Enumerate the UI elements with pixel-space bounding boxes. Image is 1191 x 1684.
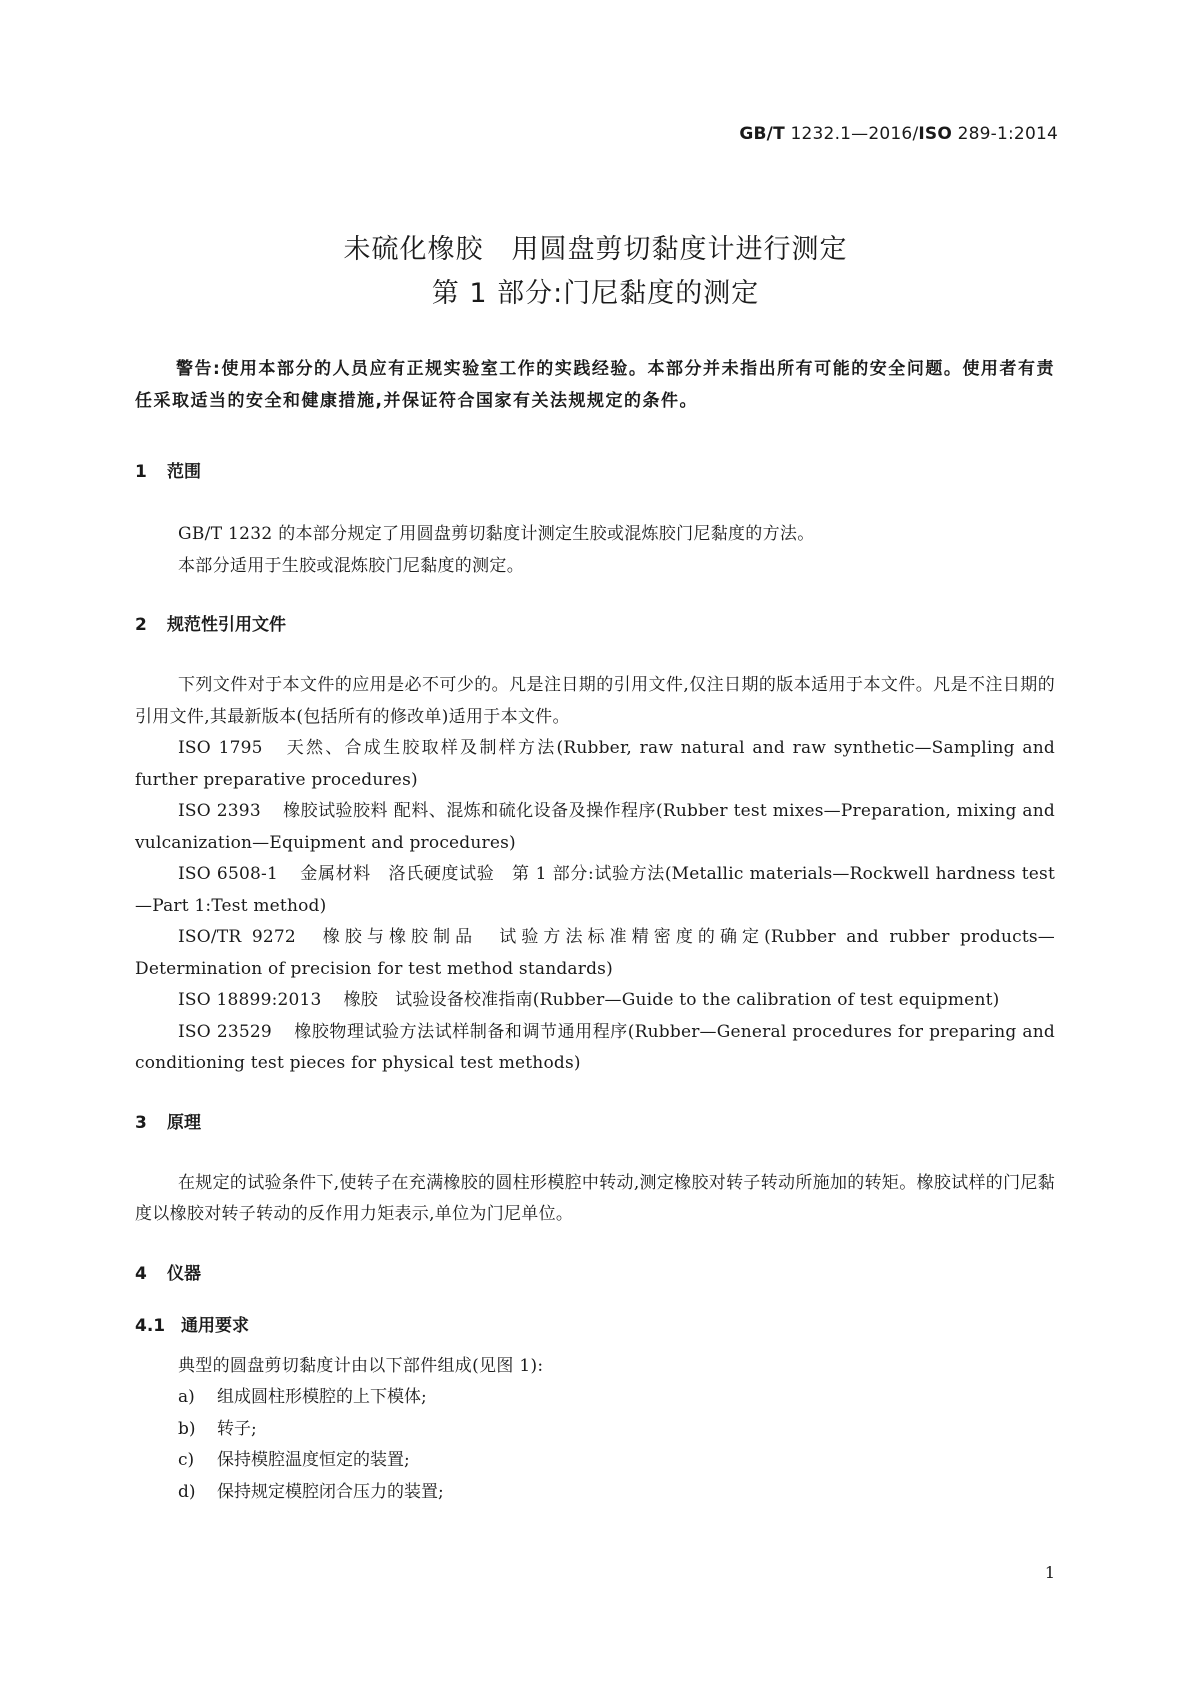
title-line-1: 未硫化橡胶 用圆盘剪切黏度计进行测定	[343, 234, 848, 265]
list-item	[135, 1382, 1055, 1414]
section-1-heading	[135, 459, 1055, 485]
reference-code: ISO 6508-1	[178, 864, 278, 884]
subsection-number: 4.1	[135, 1315, 166, 1336]
reference-item	[135, 859, 1055, 922]
list-marker: d)	[178, 1481, 196, 1502]
code-gb: GB/T	[739, 124, 785, 144]
subsection-4-1-heading	[135, 1313, 1055, 1339]
reference-code: ISO 1795	[178, 738, 263, 758]
section-title: 范围	[167, 462, 201, 482]
section-title: 原理	[167, 1112, 201, 1133]
reference-item	[135, 1017, 1055, 1080]
section-number: 4	[135, 1263, 147, 1284]
reference-text: 橡胶与橡胶制品 试验方法标准精密度的确定(Rubber and rubber products—Determination of precision for test method standards)	[135, 927, 1055, 979]
reference-text: 橡胶试验胶料 配料、混炼和硫化设备及操作程序(Rubber test mixes—Preparation, mixing and vulcanization—Equipment and procedures)	[135, 801, 1055, 853]
reference-item	[135, 922, 1055, 985]
list-text: 保持规定模腔闭合压力的装置;	[217, 1481, 444, 1502]
reference-code: ISO/TR 9272	[178, 927, 296, 947]
title-line-2: 第 1 部分:门尼黏度的测定	[431, 278, 760, 309]
reference-text: 天然、合成生胶取样及制样方法(Rubber, raw natural and raw synthetic—Sampling and further preparative procedures)	[135, 738, 1055, 790]
list-marker: b)	[178, 1418, 196, 1439]
document-title	[0, 228, 1191, 316]
section-number: 2	[135, 615, 147, 635]
reference-item	[135, 985, 1055, 1017]
warning-paragraph: 警告:使用本部分的人员应有正规实验室工作的实践经验。本部分并未指出所有可能的安全问题。使用者有责任采取适当的安全和健康措施,并保证符合国家有关法规规定的条件。	[135, 359, 1055, 411]
reference-text: 橡胶 试验设备校准指南(Rubber—Guide to the calibration of test equipment)	[343, 990, 1000, 1010]
code-gb-num: 1232.1—2016/	[790, 124, 919, 144]
paragraph: 典型的圆盘剪切黏度计由以下部件组成(见图 1):	[178, 1355, 544, 1376]
reference-text: 橡胶物理试验方法试样制备和调节通用程序(Rubber—General procedures for preparing and conditioning test pieces for physical test methods)	[135, 1021, 1055, 1073]
page-number: 1	[1044, 1563, 1055, 1582]
list-item	[135, 1414, 1055, 1446]
list-text: 转子;	[217, 1418, 257, 1439]
code-iso-num: 289-1:2014	[957, 124, 1058, 144]
reference-code: ISO 23529	[178, 1021, 272, 1042]
reference-code: ISO 18899:2013	[178, 990, 322, 1010]
document-body	[135, 353, 1055, 1508]
list-item	[135, 1445, 1055, 1477]
standard-code	[739, 124, 1058, 144]
paragraph: 本部分适用于生胶或混炼胶门尼黏度的测定。	[178, 555, 524, 576]
section-number: 3	[135, 1112, 147, 1133]
section-title: 仪器	[167, 1263, 201, 1284]
section-4-heading	[135, 1261, 1055, 1287]
list-text: 保持模腔温度恒定的装置;	[217, 1450, 410, 1470]
list-text: 组成圆柱形模腔的上下模体;	[217, 1387, 427, 1407]
reference-item	[135, 796, 1055, 859]
list-marker: a)	[178, 1387, 195, 1407]
section-3-heading	[135, 1110, 1055, 1136]
list-marker: c)	[178, 1450, 195, 1470]
paragraph: 下列文件对于本文件的应用是必不可少的。凡是注日期的引用文件,仅注日期的版本适用于本文件。凡是不注日期的引用文件,其最新版本(包括所有的修改单)适用于本文件。	[135, 675, 1055, 727]
code-iso: ISO	[918, 124, 952, 144]
reference-item	[135, 733, 1055, 796]
subsection-title: 通用要求	[181, 1315, 249, 1336]
list-item	[135, 1477, 1055, 1509]
section-number: 1	[135, 462, 147, 482]
paragraph: 在规定的试验条件下,使转子在充满橡胶的圆柱形模腔中转动,测定橡胶对转子转动所施加的转矩。橡胶试样的门尼黏度以橡胶对转子转动的反作用力矩表示,单位为门尼单位。	[135, 1172, 1055, 1224]
section-title: 规范性引用文件	[167, 615, 286, 635]
paragraph: GB/T 1232 的本部分规定了用圆盘剪切黏度计测定生胶或混炼胶门尼黏度的方法。	[178, 524, 815, 544]
reference-code: ISO 2393	[178, 801, 261, 821]
reference-text: 金属材料 洛氏硬度试验 第 1 部分:试验方法(Metallic materials—Rockwell hardness test—Part 1:Test method)	[135, 864, 1056, 916]
section-2-heading	[135, 612, 1055, 638]
